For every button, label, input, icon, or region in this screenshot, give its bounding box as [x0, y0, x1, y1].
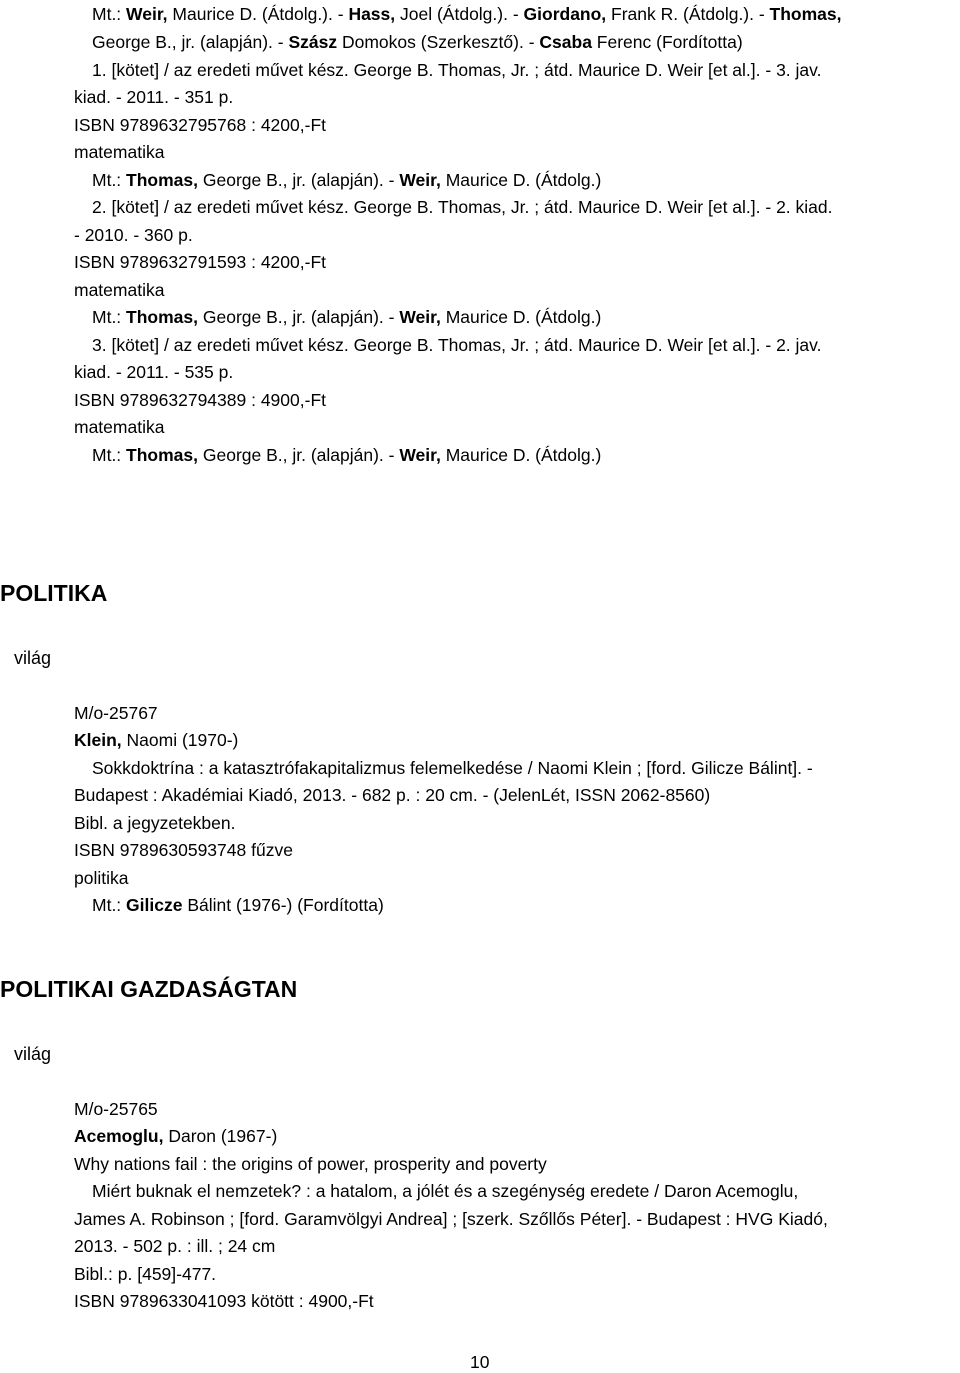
- author-dates: Naomi (1970-): [121, 730, 239, 750]
- person-name: Thomas,: [769, 4, 842, 24]
- volume-title-line: 1. [kötet] / az eredeti művet kész. George B. Thomas, Jr. ; átd. Maurice D. Weir [et al.]. - 3. jav.: [92, 60, 822, 80]
- text-run: Maurice D. (Átdolg.): [440, 445, 602, 465]
- text-run: Bálint (1976-) (Fordította): [182, 895, 384, 915]
- record-id: M/o-25765: [74, 1099, 158, 1119]
- subject-line: matematika: [74, 417, 165, 437]
- section-heading-politikai-gazdasagtan: POLITIKAI GAZDASÁGTAN: [0, 976, 298, 1002]
- edition-line: kiad. - 2011. - 535 p.: [74, 362, 234, 382]
- person-name: Weir,: [399, 170, 441, 190]
- text-run: George B., jr. (alapján). -: [198, 445, 400, 465]
- section-heading-politika: POLITIKA: [0, 580, 108, 606]
- mt-label: Mt.:: [92, 895, 127, 915]
- subsection-label: világ: [14, 648, 52, 668]
- record-id: M/o-25767: [74, 703, 158, 723]
- person-name: Szász: [288, 32, 338, 52]
- volume-title-line: 3. [kötet] / az eredeti művet kész. George B. Thomas, Jr. ; átd. Maurice D. Weir [et al.]. - 2. jav.: [92, 335, 822, 355]
- notes-line: Bibl.: p. [459]-477.: [74, 1264, 217, 1284]
- contributors-line: [92, 3, 842, 25]
- subject-line: matematika: [74, 142, 165, 162]
- text-run: Ferenc (Fordította): [591, 32, 743, 52]
- title-line: Sokkdoktrína : a katasztrófakapitalizmus felemelkedése / Naomi Klein ; [ford. Gilicze Bálint]. -: [92, 758, 813, 778]
- subsection-label: világ: [14, 1044, 52, 1064]
- isbn-line: ISBN 9789632795768 : 4200,-Ft: [74, 115, 326, 135]
- author-line: [74, 729, 238, 751]
- isbn-line: ISBN 9789633041093 kötött : 4900,-Ft: [74, 1291, 374, 1311]
- title-continuation-line: James A. Robinson ; [ford. Garamvölgyi Andrea] ; [szerk. Szőllős Péter]. - Budapest : HVG Kiadó,: [74, 1209, 828, 1229]
- text-run: Maurice D. (Átdolg.): [440, 170, 602, 190]
- contributors-line: [92, 169, 601, 191]
- person-name: Thomas,: [126, 170, 198, 190]
- mt-label: Mt.:: [92, 445, 127, 465]
- original-title-line: Why nations fail : the origins of power, prosperity and poverty: [74, 1154, 547, 1174]
- author-line: [74, 1125, 277, 1147]
- text-run: Domokos (Szerkesztő). -: [337, 32, 540, 52]
- person-name: Weir,: [399, 307, 441, 327]
- edition-line: kiad. - 2011. - 351 p.: [74, 87, 234, 107]
- text-run: George B., jr. (alapján). -: [92, 32, 289, 52]
- edition-line: - 2010. - 360 p.: [74, 225, 193, 245]
- author-dates: Daron (1967-): [163, 1126, 278, 1146]
- notes-line: Bibl. a jegyzetekben.: [74, 813, 236, 833]
- title-line: Miért buknak el nemzetek? : a hatalom, a jólét és a szegénység eredete / Daron Acemoglu,: [92, 1181, 799, 1201]
- person-name: Weir,: [126, 4, 168, 24]
- person-name: Weir,: [399, 445, 441, 465]
- mt-label: Mt.:: [92, 307, 127, 327]
- text-run: George B., jr. (alapján). -: [198, 170, 400, 190]
- contributors-line: [92, 444, 601, 466]
- mt-label: Mt.:: [92, 170, 127, 190]
- contributors-line: [92, 31, 743, 53]
- person-name: Giordano,: [523, 4, 607, 24]
- author-name: Acemoglu,: [74, 1126, 164, 1146]
- publication-line: 2013. - 502 p. : ill. ; 24 cm: [74, 1236, 276, 1256]
- text-run: Frank R. (Átdolg.). -: [606, 4, 770, 24]
- subject-line: matematika: [74, 280, 165, 300]
- page-number: 10: [470, 1352, 490, 1372]
- publication-line: Budapest : Akadémiai Kiadó, 2013. - 682 p. : 20 cm. - (JelenLét, ISSN 2062-8560): [74, 785, 711, 805]
- text-run: Maurice D. (Átdolg.). -: [167, 4, 349, 24]
- author-name: Klein,: [74, 730, 122, 750]
- person-name: Hass,: [348, 4, 396, 24]
- volume-title-line: 2. [kötet] / az eredeti művet kész. George B. Thomas, Jr. ; átd. Maurice D. Weir [et al.]. - 2. kiad.: [92, 197, 833, 217]
- person-name: Csaba: [539, 32, 592, 52]
- person-name: Gilicze: [126, 895, 183, 915]
- subject-line: politika: [74, 868, 129, 888]
- text-run: Joel (Átdolg.). -: [395, 4, 524, 24]
- isbn-line: ISBN 9789630593748 fűzve: [74, 840, 293, 860]
- person-name: Thomas,: [126, 307, 198, 327]
- contributors-line: [92, 306, 601, 328]
- mt-label: Mt.:: [92, 4, 127, 24]
- contributors-line: [92, 894, 384, 916]
- isbn-line: ISBN 9789632794389 : 4900,-Ft: [74, 390, 326, 410]
- isbn-line: ISBN 9789632791593 : 4200,-Ft: [74, 252, 326, 272]
- text-run: Maurice D. (Átdolg.): [440, 307, 602, 327]
- person-name: Thomas,: [126, 445, 198, 465]
- text-run: George B., jr. (alapján). -: [198, 307, 400, 327]
